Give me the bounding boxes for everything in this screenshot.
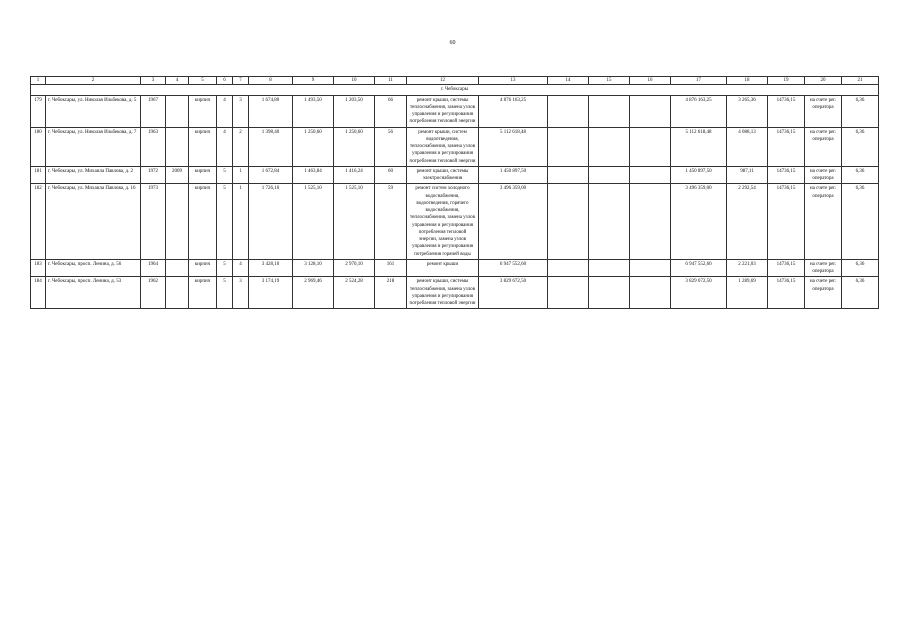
residential-area-cell: 1 250,60 — [334, 127, 375, 166]
table-row — [31, 127, 879, 166]
cost-cell — [630, 184, 671, 260]
column-header: 8 — [249, 77, 293, 85]
total-cost-cell: 5 112 618,48 — [479, 127, 548, 166]
column-header: 21 — [842, 77, 879, 85]
year-built-cell: 1972 — [141, 166, 166, 184]
contribution-cell: 6,36 — [842, 259, 879, 277]
premises-area-cell: 2 969,46 — [293, 277, 334, 309]
owners-funds-cell: 6 947 552,60 — [671, 259, 727, 277]
fund-method-cell: на счете рег. оператора — [805, 166, 842, 184]
year-renovated-cell — [166, 184, 189, 260]
total-cost-cell: 3 496 359,00 — [479, 184, 548, 260]
entrances-cell: 4 — [233, 259, 249, 277]
cost-cell — [548, 277, 589, 309]
total-cost-cell: 3 829 672,50 — [479, 277, 548, 309]
wall-material-cell: кирпич — [189, 259, 217, 277]
residents-cell: 59 — [375, 184, 407, 260]
total-area-cell: 1 398,40 — [249, 127, 293, 166]
year-renovated-cell: 2009 — [166, 166, 189, 184]
max-unit-cost-cell: 14736,15 — [768, 95, 805, 127]
owners-funds-cell: 4 876 163,25 — [671, 95, 727, 127]
year-renovated-cell — [166, 277, 189, 309]
year-built-cell: 1964 — [141, 259, 166, 277]
city-label: г. Чебоксары — [31, 85, 879, 95]
year-built-cell: 1963 — [141, 127, 166, 166]
residential-area-cell: 1 525,10 — [334, 184, 375, 260]
column-header: 15 — [589, 77, 630, 85]
column-header: 4 — [166, 77, 189, 85]
premises-area-cell: 1 250,60 — [293, 127, 334, 166]
cost-cell — [589, 259, 630, 277]
year-built-cell: 1967 — [141, 95, 166, 127]
total-cost-cell: 4 876 163,25 — [479, 95, 548, 127]
work-types-cell: ремонт крыши — [407, 259, 479, 277]
owners-funds-cell: 5 112 618,48 — [671, 127, 727, 166]
address-cell: г. Чебоксары, ул. Михаила Павлова, д. 2 — [46, 166, 141, 184]
premises-area-cell: 1 463,84 — [293, 166, 334, 184]
address-cell: г. Чебоксары, ул. Михаила Павлова, д. 16 — [46, 184, 141, 260]
column-header: 7 — [233, 77, 249, 85]
row-number: 179 — [31, 95, 46, 127]
residents-cell: 161 — [375, 259, 407, 277]
column-number-header-row — [31, 77, 879, 85]
capital-repair-register-table — [30, 76, 879, 309]
column-header: 13 — [479, 77, 548, 85]
residents-cell: 60 — [375, 166, 407, 184]
unit-cost-cell: 1 289,69 — [727, 277, 768, 309]
premises-area-cell: 3 128,10 — [293, 259, 334, 277]
address-cell: г. Чебоксары, просп. Ленина, д. 53 — [46, 277, 141, 309]
table-row — [31, 277, 879, 309]
contribution-cell: 6,36 — [842, 166, 879, 184]
cost-cell — [548, 259, 589, 277]
column-header: 20 — [805, 77, 842, 85]
entrances-cell: 3 — [233, 95, 249, 127]
cost-cell — [589, 277, 630, 309]
year-renovated-cell — [166, 259, 189, 277]
fund-method-cell: на счете рег. оператора — [805, 127, 842, 166]
row-number: 180 — [31, 127, 46, 166]
contribution-cell: 6,36 — [842, 127, 879, 166]
table-row — [31, 95, 879, 127]
work-types-cell: ремонт крыши, систем водоотведения, теплоснабжения, замена узлов управления и регулирования потребления тепловой энергии — [407, 127, 479, 166]
contribution-cell: 6,36 — [842, 95, 879, 127]
cost-cell — [589, 127, 630, 166]
total-area-cell: 3 428,10 — [249, 259, 293, 277]
total-area-cell: 3 174,19 — [249, 277, 293, 309]
row-number: 184 — [31, 277, 46, 309]
column-header: 11 — [375, 77, 407, 85]
column-header: 3 — [141, 77, 166, 85]
work-types-cell: ремонт крыши, системы теплоснабжения, замена узлов управления и регулирования потребления тепловой энергии — [407, 277, 479, 309]
unit-cost-cell: 2 221,03 — [727, 259, 768, 277]
total-area-cell: 1 674,80 — [249, 95, 293, 127]
city-section-row — [31, 85, 879, 95]
cost-cell — [630, 127, 671, 166]
column-header: 18 — [727, 77, 768, 85]
floors-cell: 4 — [217, 95, 233, 127]
max-unit-cost-cell: 14736,15 — [768, 166, 805, 184]
total-area-cell: 1 672,84 — [249, 166, 293, 184]
entrances-cell: 1 — [233, 166, 249, 184]
column-header: 16 — [630, 77, 671, 85]
residential-area-cell: 1 203,50 — [334, 95, 375, 127]
floors-cell: 5 — [217, 184, 233, 260]
fund-method-cell: на счете рег. оператора — [805, 95, 842, 127]
cost-cell — [630, 277, 671, 309]
floors-cell: 4 — [217, 127, 233, 166]
residents-cell: 218 — [375, 277, 407, 309]
wall-material-cell: кирпич — [189, 184, 217, 260]
owners-funds-cell: 1 450 897,50 — [671, 166, 727, 184]
work-types-cell: ремонт систем холодного водоснабжения, водоотведения, горячего водоснабжения, теплоснабжения, замена узлов управления и регулирования потребления тепловой энергии, замена узлов управления и регулирования потребления горячей воды — [407, 184, 479, 260]
entrances-cell: 1 — [233, 184, 249, 260]
column-header: 6 — [217, 77, 233, 85]
owners-funds-cell: 3 829 672,50 — [671, 277, 727, 309]
cost-cell — [548, 184, 589, 260]
column-header: 14 — [548, 77, 589, 85]
fund-method-cell: на счете рег. оператора — [805, 277, 842, 309]
cost-cell — [548, 166, 589, 184]
cost-cell — [548, 127, 589, 166]
unit-cost-cell: 4 088,13 — [727, 127, 768, 166]
cost-cell — [630, 166, 671, 184]
cost-cell — [589, 184, 630, 260]
year-renovated-cell — [166, 127, 189, 166]
max-unit-cost-cell: 14736,15 — [768, 259, 805, 277]
row-number: 182 — [31, 184, 46, 260]
year-built-cell: 1962 — [141, 277, 166, 309]
cost-cell — [630, 259, 671, 277]
cost-cell — [589, 166, 630, 184]
fund-method-cell: на счете рег. оператора — [805, 259, 842, 277]
column-header: 12 — [407, 77, 479, 85]
max-unit-cost-cell: 14736,15 — [768, 127, 805, 166]
premises-area-cell: 1 525,10 — [293, 184, 334, 260]
work-types-cell: ремонт крыши, системы электроснабжения — [407, 166, 479, 184]
cost-cell — [589, 95, 630, 127]
column-header: 17 — [671, 77, 727, 85]
column-header: 19 — [768, 77, 805, 85]
residential-area-cell: 2 524,28 — [334, 277, 375, 309]
floors-cell: 5 — [217, 277, 233, 309]
total-cost-cell: 6 947 552,60 — [479, 259, 548, 277]
premises-area-cell: 1 493,50 — [293, 95, 334, 127]
address-cell: г. Чебоксары, ул. Николая Ильбекова, д. 5 — [46, 95, 141, 127]
entrances-cell: 3 — [233, 277, 249, 309]
address-cell: г. Чебоксары, ул. Николая Ильбекова, д. 7 — [46, 127, 141, 166]
unit-cost-cell: 987,11 — [727, 166, 768, 184]
column-header: 5 — [189, 77, 217, 85]
table-row — [31, 259, 879, 277]
total-cost-cell: 1 450 897,50 — [479, 166, 548, 184]
max-unit-cost-cell: 14736,15 — [768, 277, 805, 309]
table-row — [31, 184, 879, 260]
residents-cell: 66 — [375, 95, 407, 127]
contribution-cell: 6,36 — [842, 277, 879, 309]
owners-funds-cell: 3 496 359,00 — [671, 184, 727, 260]
wall-material-cell: кирпич — [189, 95, 217, 127]
work-types-cell: ремонт крыши, системы теплоснабжения, замена узлов управления и регулирования потребления тепловой энергии — [407, 95, 479, 127]
table-row — [31, 166, 879, 184]
residential-area-cell: 2 970,10 — [334, 259, 375, 277]
row-number: 183 — [31, 259, 46, 277]
floors-cell: 5 — [217, 166, 233, 184]
residents-cell: 56 — [375, 127, 407, 166]
column-header: 9 — [293, 77, 334, 85]
unit-cost-cell: 2 292,54 — [727, 184, 768, 260]
unit-cost-cell: 3 265,36 — [727, 95, 768, 127]
year-renovated-cell — [166, 95, 189, 127]
entrances-cell: 2 — [233, 127, 249, 166]
year-built-cell: 1973 — [141, 184, 166, 260]
max-unit-cost-cell: 14736,15 — [768, 184, 805, 260]
row-number: 181 — [31, 166, 46, 184]
cost-cell — [548, 95, 589, 127]
column-header: 1 — [31, 77, 46, 85]
floors-cell: 5 — [217, 259, 233, 277]
column-header: 10 — [334, 77, 375, 85]
residential-area-cell: 1 416,24 — [334, 166, 375, 184]
wall-material-cell: кирпич — [189, 127, 217, 166]
address-cell: г. Чебоксары, просп. Ленина, д. 56 — [46, 259, 141, 277]
fund-method-cell: на счете рег. оператора — [805, 184, 842, 260]
page-number: 60 — [449, 40, 456, 46]
contribution-cell: 6,36 — [842, 184, 879, 260]
wall-material-cell: кирпич — [189, 277, 217, 309]
wall-material-cell: кирпич — [189, 166, 217, 184]
cost-cell — [630, 95, 671, 127]
total-area-cell: 1 726,10 — [249, 184, 293, 260]
column-header: 2 — [46, 77, 141, 85]
